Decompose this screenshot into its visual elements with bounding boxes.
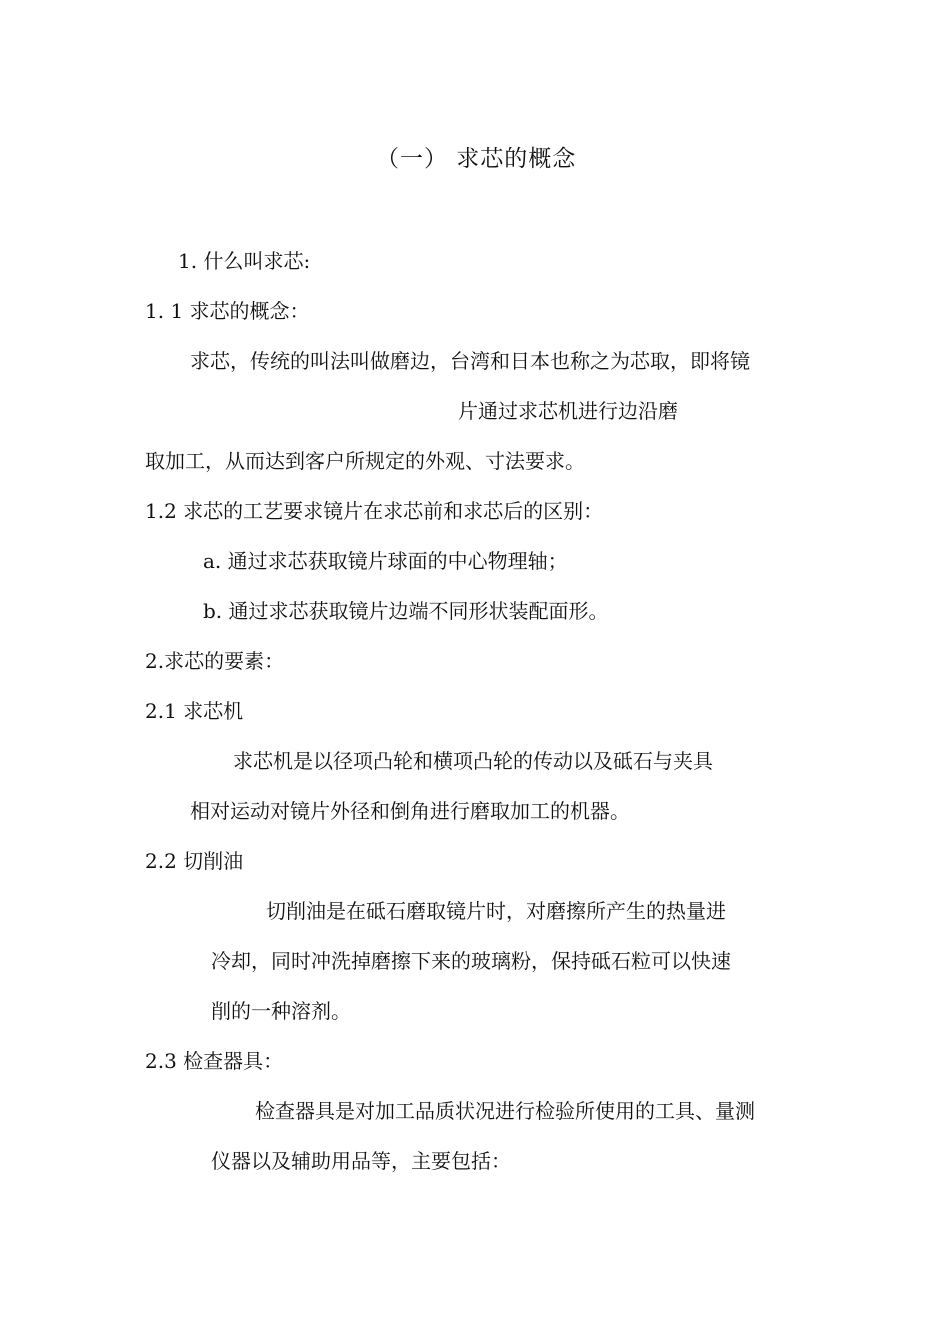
paragraph-line: 冷却，同时冲洗掉磨擦下来的玻璃粉，保持砥石粒可以快速 bbox=[211, 949, 731, 973]
heading-1-2: 1.2 求芯的工艺要求镜片在求芯前和求芯后的区别： bbox=[145, 499, 604, 523]
paragraph-line: 切削油是在砥石磨取镜片时，对磨擦所产生的热量进 bbox=[266, 899, 726, 923]
list-item-b: b. 通过求芯获取镜片边端不同形状装配面形。 bbox=[203, 599, 609, 623]
paragraph-line: 求芯，传统的叫法叫做磨边，台湾和日本也称之为芯取，即将镜 bbox=[190, 349, 750, 373]
list-item-a: a. 通过求芯获取镜片球面的中心物理轴； bbox=[203, 549, 568, 573]
heading-2: 2.求芯的要素： bbox=[145, 649, 285, 673]
heading-2-3: 2.3 检查器具： bbox=[145, 1049, 284, 1073]
paragraph-line: 片通过求芯机进行边沿磨 bbox=[458, 399, 678, 423]
page-title: （一） 求芯的概念 bbox=[376, 146, 577, 172]
paragraph-line: 相对运动对镜片外径和倒角进行磨取加工的机器。 bbox=[190, 799, 630, 823]
paragraph-line: 检查器具是对加工品质状况进行检验所使用的工具、量测 bbox=[255, 1099, 755, 1123]
heading-1: 1. 什么叫求芯: bbox=[178, 249, 311, 273]
heading-2-1: 2.1 求芯机 bbox=[145, 699, 244, 723]
paragraph-line: 仪器以及辅助用品等，主要包括： bbox=[211, 1149, 511, 1173]
paragraph-line: 削的一种溶剂。 bbox=[211, 999, 351, 1023]
heading-1-1: 1. 1 求芯的概念： bbox=[145, 299, 310, 323]
heading-2-2: 2.2 切削油 bbox=[145, 849, 244, 873]
paragraph-line: 求芯机是以径项凸轮和横项凸轮的传动以及砥石与夹具 bbox=[233, 749, 713, 773]
paragraph-line: 取加工，从而达到客户所规定的外观、寸法要求。 bbox=[145, 449, 585, 473]
